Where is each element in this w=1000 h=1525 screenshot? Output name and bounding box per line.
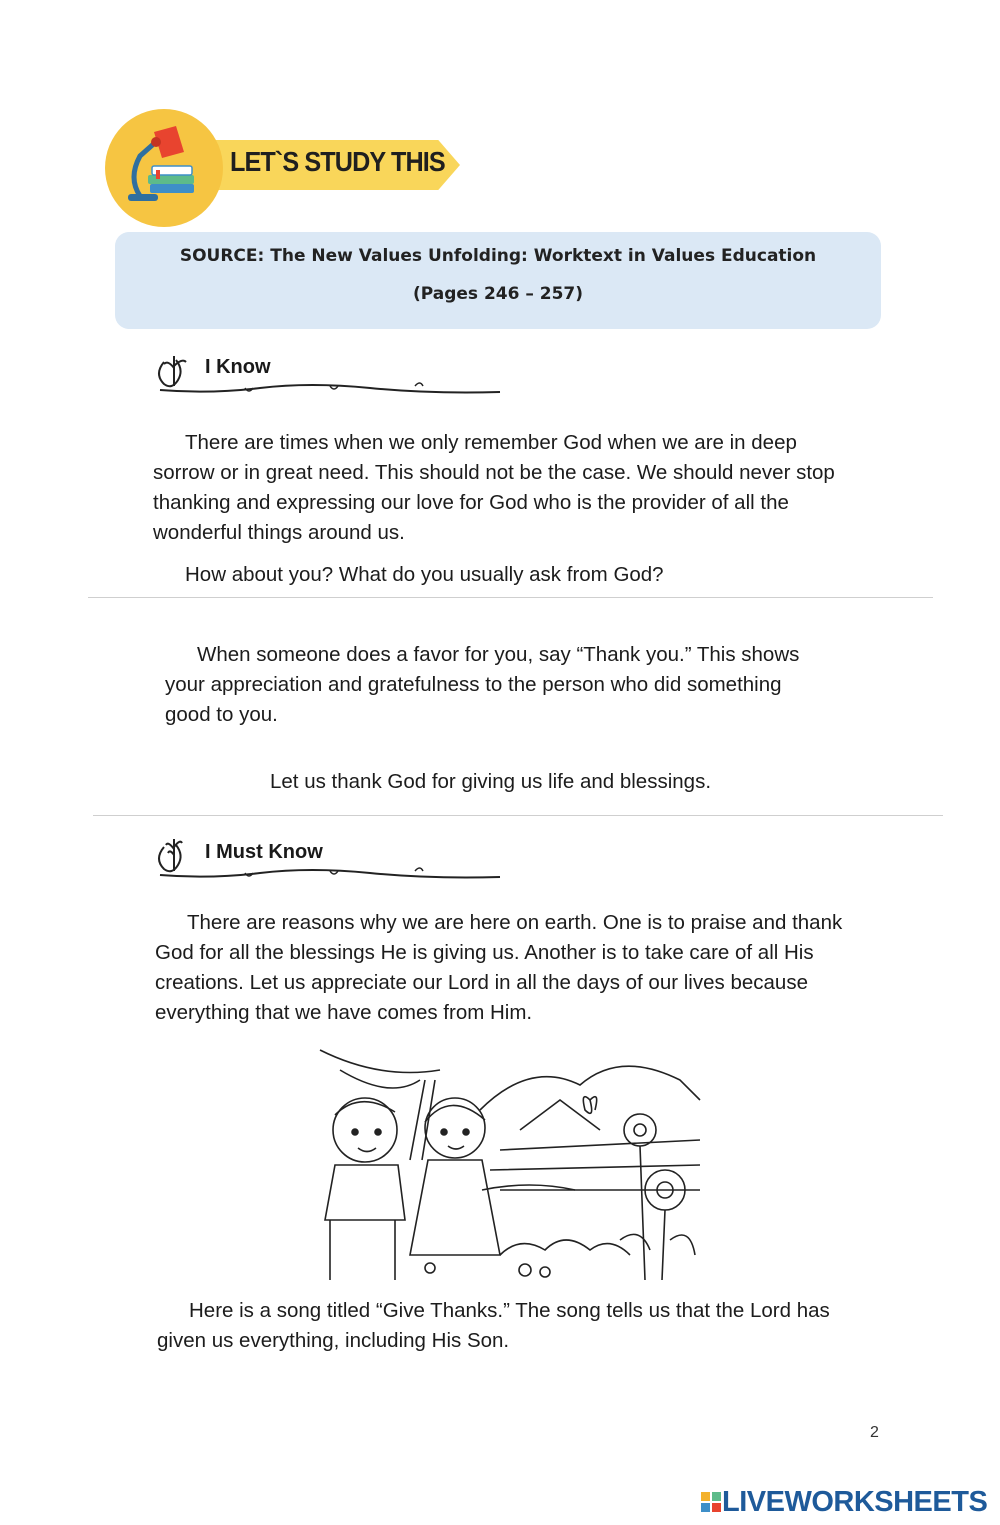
sprout-vine-icon bbox=[150, 350, 510, 400]
favor-paragraph: When someone does a favor for you, say “Thank you.” This shows your appreciation and gratefulness to the person who did something good to you. bbox=[165, 643, 800, 726]
divider bbox=[88, 597, 933, 598]
divider bbox=[93, 815, 943, 816]
i-know-question: How about you? What do you usually ask from God? bbox=[185, 563, 664, 586]
source-citation: SOURCE: The New Values Unfolding: Worktext in Values Education bbox=[179, 246, 817, 266]
lamp-and-books-icon bbox=[118, 118, 218, 218]
song-intro-paragraph: Here is a song titled “Give Thanks.” The song tells us that the Lord has given us everything, including His Son. bbox=[157, 1299, 830, 1352]
i-know-paragraph: There are times when we only remember God when we are in deep sorrow or in great need. This should not be the case. We should never stop thanking and expressing our love for God who is the provider of all the wonderful things around us. bbox=[153, 431, 835, 544]
i-must-know-label: I Must Know bbox=[205, 841, 323, 863]
i-know-header bbox=[150, 350, 510, 400]
page-number: 2 bbox=[870, 1424, 879, 1441]
i-must-know-paragraph: There are reasons why we are here on earth. One is to praise and thank God for all the blessings He is giving us. Another is to take care of all His creations. Let us appreciate our Lord in all the days of our lives because everything that we have comes from Him. bbox=[155, 911, 843, 1024]
section-title: LET`S STUDY THIS bbox=[230, 146, 445, 177]
sprout-vine-icon bbox=[150, 835, 510, 885]
children-in-garden-illustration bbox=[300, 1040, 705, 1285]
liveworksheets-logo-icon bbox=[700, 1489, 722, 1519]
liveworksheets-brand[interactable]: LIVEWORKSHEETS bbox=[722, 1486, 988, 1518]
favor-closing: Let us thank God for giving us life and blessings. bbox=[270, 770, 712, 793]
i-know-label: I Know bbox=[205, 356, 271, 378]
source-pages: (Pages 246 – 257) bbox=[412, 284, 584, 304]
i-must-know-header bbox=[150, 835, 510, 885]
source-box bbox=[115, 232, 881, 329]
